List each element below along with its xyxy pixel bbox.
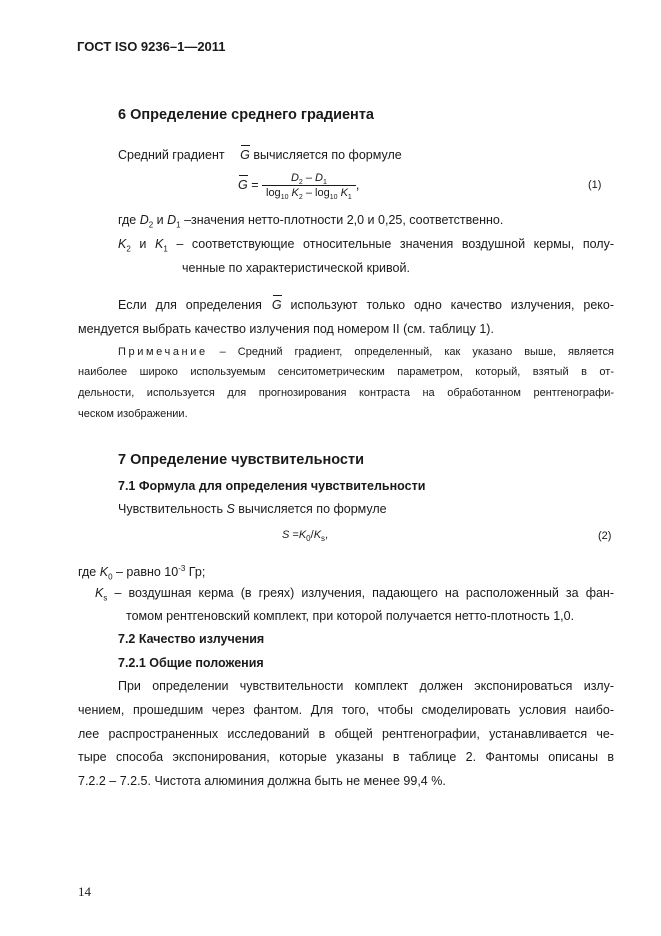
paragraph-7-line-5: 7.2.2 – 7.2.5. Чистота алюминия должна быть не менее 99,4 %. [78,774,446,788]
where-d-line: где $D_2$ и $D_1$ –значения нетто-плотности 2,0 и 0,25, соответственно. [118,213,504,230]
paragraph-2-line-1: Если для определения G используют только одно качество излучения, реко- [118,298,614,312]
gradient-symbol-2: G [271,298,282,312]
section-7-1-intro: Чувствительность S вычисляется по формуле [118,502,387,516]
where-ks-line: $K_s$ – воздушная керма (в греях) излучения, падающего на расположенный за фан- [95,586,614,603]
section-6-intro [118,148,402,162]
section-6-title: 6 Определение среднего градиента [118,107,374,123]
note-line-2: наиболее широко используемым сенситометрическим параметром, который, взятый в от- [78,366,614,378]
intro-text-after: вычисляется по формуле [249,148,402,162]
where-k-continuation: ченные по характеристической кривой. [182,261,410,275]
formula-1-denominator: $\log_{10} K_2 - \log_{10} K_1$ [266,187,352,202]
page-number: 14 [78,884,91,899]
intro-text: Средний градиент [118,148,225,162]
gradient-symbol: G [240,148,250,162]
note-line-1: Примечание – Средний градиент, определенный, как указано выше, является [118,346,614,358]
formula-1-equals: = [247,177,259,192]
section-7-2-1-title: 7.2.1 Общие положения [118,656,264,670]
section-7-title: 7 Определение чувствительности [118,452,364,468]
formula-1 [238,172,360,202]
note-line-3: дельности, используется для прогнозирования контраста на обработанном рентгенографи- [78,387,614,399]
where-k0-line: где $K_0$ – равно $10^{-3}$ Гр; [78,563,206,582]
paragraph-7-line-3: лее распространенных исследований в общей рентгенографии, устанавливается че- [78,727,614,741]
paragraph-2-line-2: мендуется выбрать качество излучения под номером II (см. таблицу 1). [78,322,494,336]
note-label: Примечание [118,346,208,358]
where-k-line: $K_2$ и $K_1$ – соответствующие относительные значения воздушной кермы, полу- [118,237,614,254]
where-ks-continuation: томом рентгеновский комплект, при которой получается нетто-плотность 1,0. [126,609,575,623]
formula-1-numerator: $D_2 - D_1$ [262,172,356,186]
paragraph-7-line-2: чением, прошедшим через фантом. Для того, чтобы смоделировать условия наибо- [78,703,614,717]
paragraph-7-line-1: При определении чувствительности комплект должен экспонироваться излу- [118,679,614,693]
formula-1-number: (1) [588,179,602,191]
formula-1-lhs: G [238,177,248,192]
paragraph-7-line-4: тыре способа экспонирования, которые указаны в таблице 2. Фантомы описаны в [78,750,614,764]
document-header: ГОСТ ISO 9236–1—2011 [77,39,226,54]
formula-2: $S =K_0/K_s$, [282,529,329,544]
formula-1-comma: , [355,177,360,192]
section-7-1-title: 7.1 Формула для определения чувствительности [118,479,426,493]
formula-1-fraction [262,172,356,202]
section-7-2-title: 7.2 Качество излучения [118,632,265,646]
note-line-4: ческом изображении. [78,408,188,420]
formula-2-number: (2) [598,530,612,542]
